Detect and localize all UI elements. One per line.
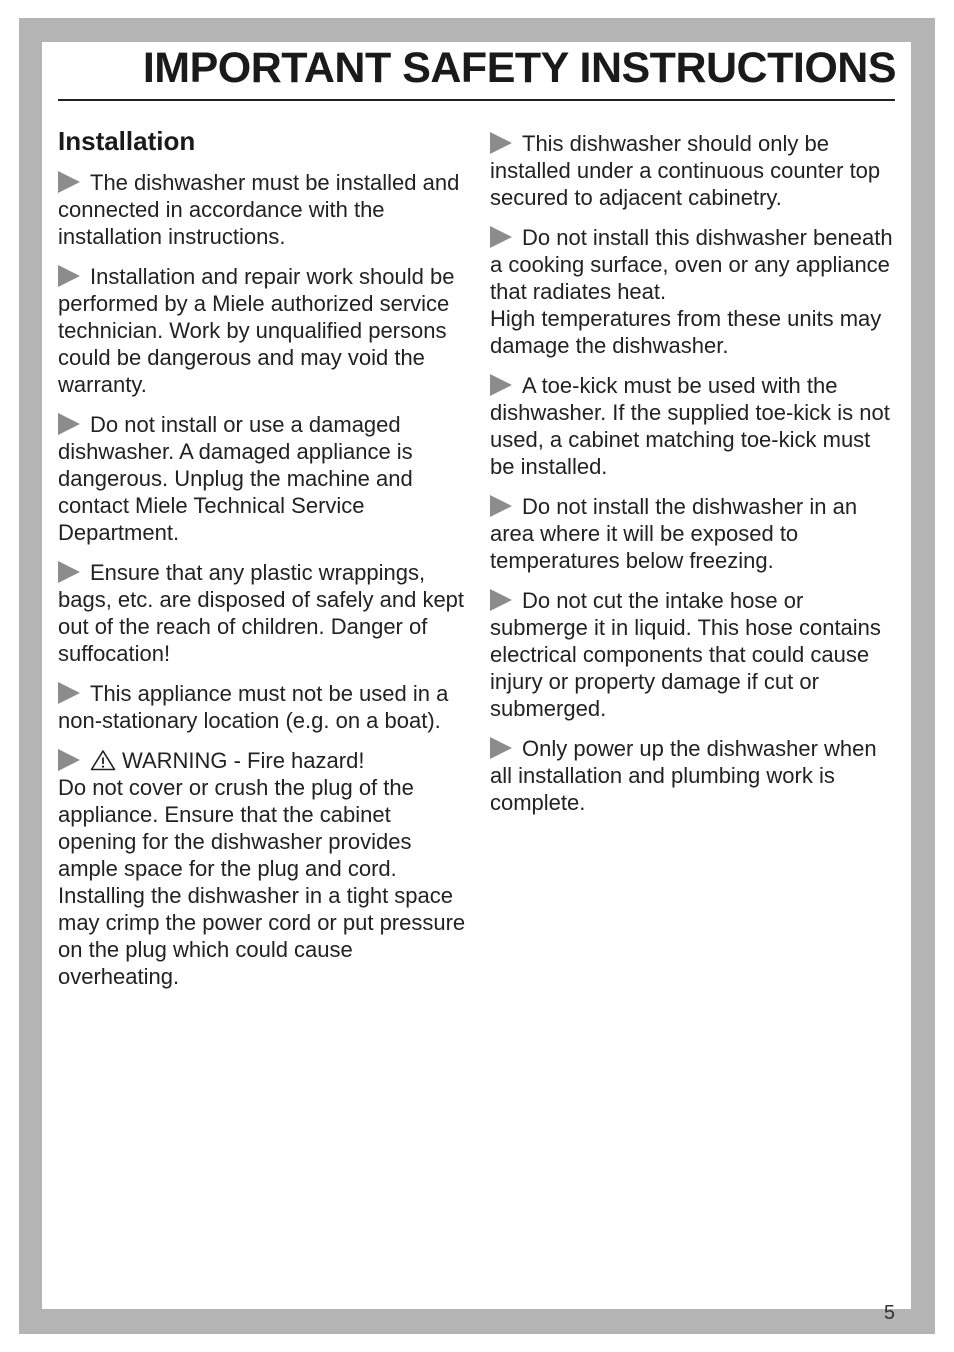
instruction-text: Do not cut the intake hose or submerge it in liquid. This hose contains electrical components that could cause injury or property damage if cut or submerged. xyxy=(490,588,881,721)
instruction-text: The dishwasher must be installed and connected in accordance with the installation instructions. xyxy=(58,170,460,249)
triangle-bullet-icon xyxy=(58,171,80,193)
instruction-item xyxy=(490,224,895,359)
triangle-bullet-icon xyxy=(58,413,80,435)
instruction-item xyxy=(490,735,895,816)
triangle-bullet-icon xyxy=(58,682,80,704)
instruction-text: A toe-kick must be used with the dishwasher. If the supplied toe-kick is not used, a cabinet matching toe-kick must be installed. xyxy=(490,373,890,479)
instruction-text: This dishwasher should only be installed under a continuous counter top secured to adjacent cabinetry. xyxy=(490,131,881,210)
instruction-text: Ensure that any plastic wrappings, bags, etc. are disposed of safely and kept out of the reach of children. Danger of suffocation! xyxy=(58,560,465,666)
section-heading: Installation xyxy=(58,126,196,156)
triangle-bullet-icon xyxy=(490,374,512,396)
triangle-bullet-icon xyxy=(490,589,512,611)
page-title: IMPORTANT SAFETY INSTRUCTIONS xyxy=(142,44,896,92)
triangle-bullet-icon xyxy=(58,561,80,583)
instruction-item xyxy=(490,587,895,722)
instruction-item xyxy=(490,493,895,574)
instruction-item xyxy=(58,263,466,398)
title-divider xyxy=(58,99,895,101)
warning-triangle-icon xyxy=(90,749,116,771)
warning-body: Do not cover or crush the plug of the appliance. Ensure that the cabinet opening for the dishwasher provides ample space for the plug and cord. Installing the dishwasher in a tight space may crimp the power cord or put pressure on the plug which could cause overheating. xyxy=(58,775,466,989)
warning-item xyxy=(58,747,466,990)
triangle-bullet-icon xyxy=(490,132,512,154)
triangle-bullet-icon xyxy=(490,495,512,517)
triangle-bullet-icon xyxy=(490,226,512,248)
instruction-item xyxy=(58,411,466,546)
instruction-text: Do not install or use a damaged dishwasher. A damaged appliance is dangerous. Unplug the machine and contact Miele Technical Service Department. xyxy=(58,412,413,545)
warning-lead: WARNING - Fire hazard! xyxy=(122,748,365,773)
instruction-text: Only power up the dishwasher when all installation and plumbing work is complete. xyxy=(490,736,877,815)
instruction-note: High temperatures from these units may damage the dishwasher. xyxy=(490,306,882,358)
instruction-item xyxy=(490,130,895,211)
triangle-bullet-icon xyxy=(490,737,512,759)
triangle-bullet-icon xyxy=(58,265,80,287)
left-column xyxy=(58,126,466,1003)
instruction-item xyxy=(490,372,895,480)
instruction-item xyxy=(58,559,466,667)
instruction-item xyxy=(58,169,466,250)
instruction-text: Do not install this dishwasher beneath a cooking surface, oven or any appliance that radiates heat. xyxy=(490,225,893,304)
page-number: 5 xyxy=(883,1302,895,1324)
triangle-bullet-icon xyxy=(58,749,80,771)
instruction-text: This appliance must not be used in a non-stationary location (e.g. on a boat). xyxy=(58,681,449,733)
instruction-item xyxy=(58,680,466,734)
instruction-text: Installation and repair work should be performed by a Miele authorized service technician. Work by unqualified persons could be dangerous and may void the warranty. xyxy=(58,264,455,397)
instruction-text: Do not install the dishwasher in an area where it will be exposed to temperatures below freezing. xyxy=(490,494,858,573)
right-column xyxy=(490,130,895,829)
